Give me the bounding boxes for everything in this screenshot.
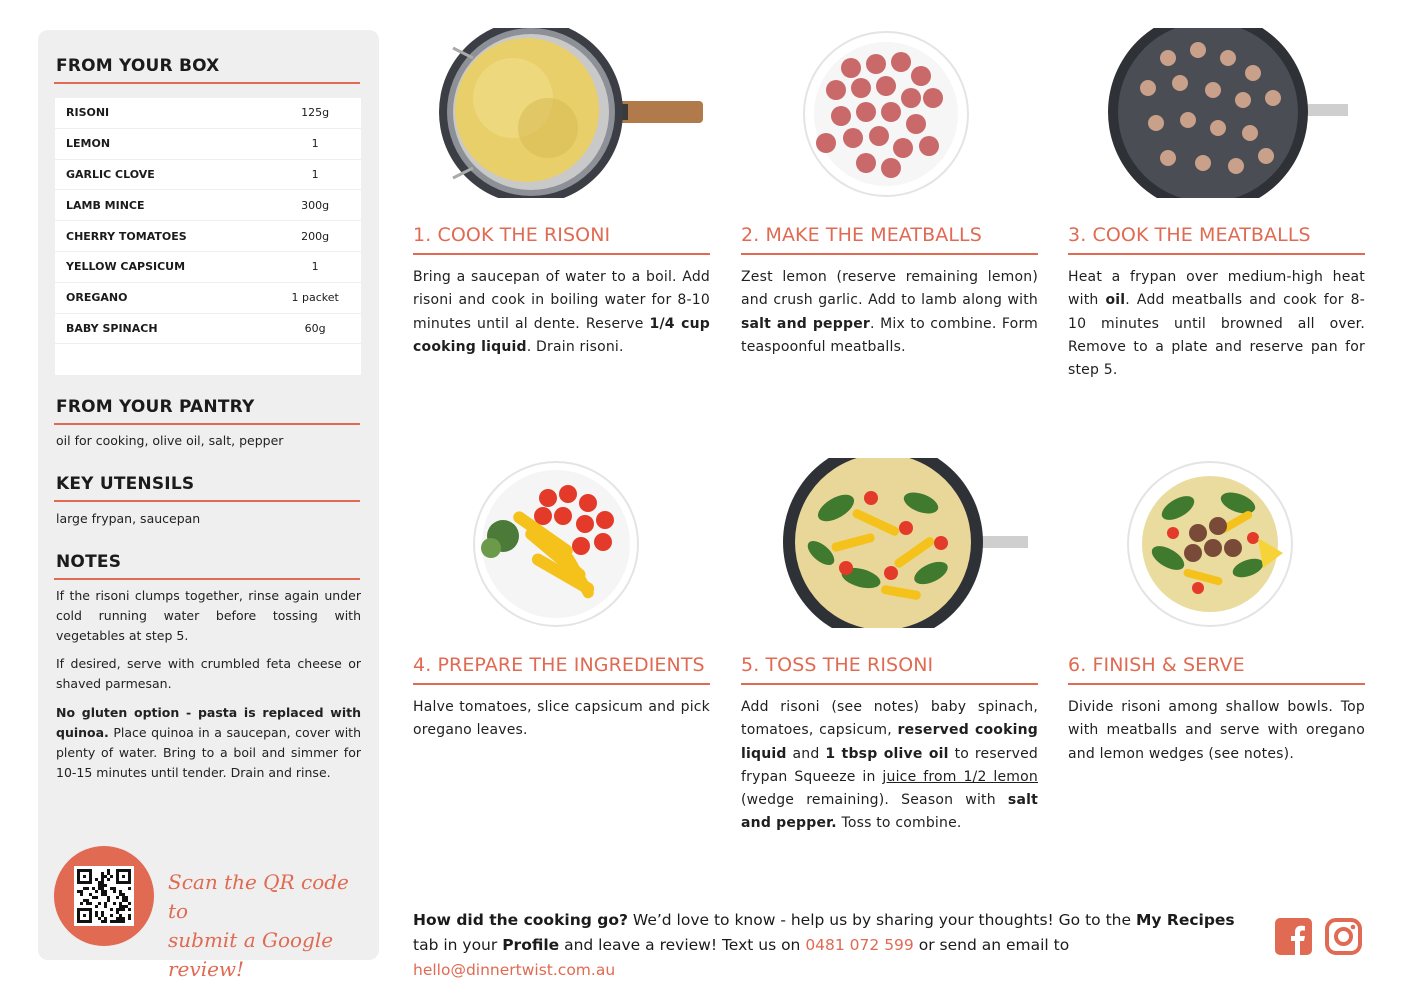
text-segment: oil	[1105, 292, 1126, 309]
text-segment: juice from 1/2 lemon	[882, 768, 1038, 785]
ingredient-name: LEMON	[66, 137, 111, 151]
text-segment: or send an email to	[913, 936, 1070, 954]
qr-module	[104, 920, 107, 923]
divider	[1068, 253, 1365, 255]
ingredient-qty: 1 packet	[291, 291, 339, 305]
divider	[413, 683, 710, 685]
qr-module	[95, 905, 98, 908]
divider	[54, 423, 360, 425]
text-segment: and	[786, 745, 826, 762]
qr-module	[113, 890, 116, 893]
step-title: 3. COOK THE MEATBALLS	[1068, 224, 1311, 246]
qr-module	[83, 914, 86, 917]
qr-module	[113, 902, 116, 905]
text-segment: Divide risoni among shallow bowls. Top with meatballs and serve with oregano and lemon wedges (see notes).	[1068, 699, 1365, 762]
facebook-icon[interactable]	[1275, 918, 1312, 955]
qr-module	[110, 908, 113, 911]
step-body	[1068, 696, 1365, 766]
qr-module	[107, 899, 110, 902]
step-body	[741, 266, 1038, 359]
ingredients-sidebar	[38, 30, 379, 981]
qr-module	[128, 902, 131, 905]
ingredient-qty: 200g	[301, 229, 330, 243]
qr-module	[116, 896, 119, 899]
text-segment: Halve tomatoes, slice capsicum and pick oregano leaves.	[413, 699, 710, 739]
prepared-ingredients-image	[413, 458, 710, 628]
qr-module	[104, 905, 107, 908]
notes-section-title: NOTES	[56, 552, 122, 572]
risoni-strainer-image	[413, 28, 710, 198]
ingredient-qty: 1	[311, 260, 319, 274]
qr-module	[89, 902, 92, 905]
frypan-meatballs-image	[1068, 28, 1365, 198]
text-segment: We’d love to know - help us by sharing your thoughts! Go to the	[627, 911, 1136, 929]
text-segment: (wedge remaining). Season with	[741, 792, 1008, 809]
divider	[54, 82, 360, 84]
qr-module	[80, 893, 83, 896]
qr-caption-line: submit a Google review!	[168, 928, 334, 981]
ingredient-row	[55, 160, 361, 191]
ingredient-row	[55, 252, 361, 283]
step-title: 2. MAKE THE MEATBALLS	[741, 224, 982, 246]
qr-module	[110, 914, 113, 917]
ingredient-name: RISONI	[66, 106, 110, 120]
step-title: 4. PREPARE THE INGREDIENTS	[413, 654, 705, 676]
step-title: 6. FINISH & SERVE	[1068, 654, 1245, 676]
ingredient-row	[55, 283, 361, 314]
text-segment: My Recipes	[1135, 911, 1235, 929]
qr-module	[83, 875, 86, 878]
contact-link[interactable]: hello@dinnertwist.com.au	[413, 961, 616, 979]
ingredient-name: OREGANO	[66, 291, 128, 305]
qr-module	[128, 887, 131, 890]
ingredient-name: LAMB MINCE	[66, 198, 145, 212]
text-segment: Toss to combine.	[836, 815, 962, 832]
qr-code-icon[interactable]	[74, 866, 134, 926]
qr-module	[104, 884, 107, 887]
ingredient-name: YELLOW CAPSICUM	[66, 260, 186, 274]
divider	[413, 253, 710, 255]
qr-module	[122, 908, 125, 911]
meatballs-plate-image	[741, 28, 1038, 198]
qr-module	[128, 908, 131, 911]
qr-module	[122, 920, 125, 923]
pantry-section-title: FROM YOUR PANTRY	[56, 397, 255, 417]
box-section-title: FROM YOUR BOX	[56, 56, 220, 76]
qr-badge[interactable]	[54, 846, 154, 946]
step-title: 1. COOK THE RISONI	[413, 224, 611, 246]
pantry-text: oil for cooking, olive oil, salt, pepper	[56, 433, 284, 448]
text-segment: salt and pepper	[741, 315, 870, 332]
qr-module	[98, 902, 101, 905]
text-segment: Profile	[502, 936, 560, 954]
ingredient-qty: 300g	[301, 198, 330, 212]
note-2: If desired, serve with crumbled feta cheese or shaved parmesan.	[56, 656, 361, 691]
qr-module	[89, 920, 92, 923]
ingredient-qty: 1	[311, 167, 319, 181]
text-segment: to reserved frypan Squeeze in	[741, 745, 1039, 785]
text-segment: Add risoni (see notes) baby spinach, tomatoes, capsicum,	[741, 699, 1038, 739]
ingredient-row	[55, 129, 361, 160]
step-body	[413, 696, 710, 743]
qr-module	[80, 902, 83, 905]
text-segment: . Add meatballs and cook for 8-10 minutes until browned all over. Remove to a plate and reserve pan for step 5.	[1068, 292, 1365, 379]
note-3-bold: No gluten option - pasta is replaced with quinoa.	[56, 705, 361, 740]
text-segment: Zest lemon (reserve remaining lemon) and crush garlic. Add to lamb along with	[741, 269, 1038, 309]
ingredient-name: GARLIC CLOVE	[66, 167, 155, 181]
tossed-risoni-pan-image	[741, 458, 1038, 628]
utensils-text: large frypan, saucepan	[56, 511, 201, 526]
divider	[54, 500, 360, 502]
ingredient-qty: 125g	[301, 106, 330, 120]
text-segment: . Mix to combine. Form teaspoonful meatballs.	[741, 315, 1038, 355]
box-ingredients-table	[55, 98, 361, 375]
ingredient-qty: 60g	[304, 321, 326, 335]
finished-dish-image	[1068, 458, 1365, 628]
text-segment: . Drain risoni.	[526, 338, 624, 355]
qr-module	[89, 881, 92, 884]
instagram-icon[interactable]	[1325, 918, 1362, 955]
text-segment: salt and pepper.	[741, 792, 1038, 832]
utensils-section-title: KEY UTENSILS	[56, 474, 195, 494]
text-segment: Heat a frypan over medium-high heat with	[1068, 269, 1365, 309]
divider	[741, 683, 1038, 685]
qr-caption	[168, 868, 368, 984]
text-segment: tab in your	[413, 936, 503, 954]
ingredient-name: CHERRY TOMATOES	[66, 229, 187, 243]
qr-module	[128, 917, 131, 920]
text-segment: reserved cooking liquid	[741, 722, 1039, 762]
review-prompt	[413, 908, 1258, 983]
text-segment: 1/4 cup cooking liquid	[413, 315, 710, 355]
qr-module	[95, 896, 98, 899]
qr-module	[122, 875, 125, 878]
qr-module	[110, 875, 113, 878]
qr-module	[107, 878, 110, 881]
text-segment: and leave a review! Text us on	[559, 936, 806, 954]
step-body	[741, 696, 1038, 836]
ingredient-name: BABY SPINACH	[66, 321, 158, 335]
divider	[741, 253, 1038, 255]
text-segment: How did the cooking go?	[413, 911, 628, 929]
ingredient-row	[55, 98, 361, 129]
qr-caption-line: Scan the QR code to	[168, 870, 349, 923]
step-title: 5. TOSS THE RISONI	[741, 654, 934, 676]
divider	[1068, 683, 1365, 685]
divider	[54, 578, 360, 580]
note-1: If the risoni clumps together, rinse again under cold running water before tossing with vegetables at step 5.	[56, 588, 361, 643]
step-body	[1068, 266, 1365, 382]
note-3	[56, 703, 361, 783]
text-segment: Bring a saucepan of water to a boil. Add risoni and cook in boiling water for 8-10 minutes until al dente. Reserve	[413, 269, 710, 332]
ingredient-row	[55, 221, 361, 252]
note-3-rest: Place quinoa in a saucepan, cover with plenty of water. Bring to a boil and simmer for 10-15 minutes until tender. Drain and rinse.	[56, 725, 361, 780]
ingredient-row	[55, 314, 361, 345]
step-body	[413, 266, 710, 359]
qr-module	[128, 881, 131, 884]
qr-module	[95, 890, 98, 893]
ingredient-row	[55, 190, 361, 221]
contact-link[interactable]: 0481 072 599	[805, 936, 914, 954]
qr-module	[86, 887, 89, 890]
text-segment: 1 tbsp olive oil	[825, 745, 949, 762]
ingredient-qty: 1	[311, 137, 319, 151]
